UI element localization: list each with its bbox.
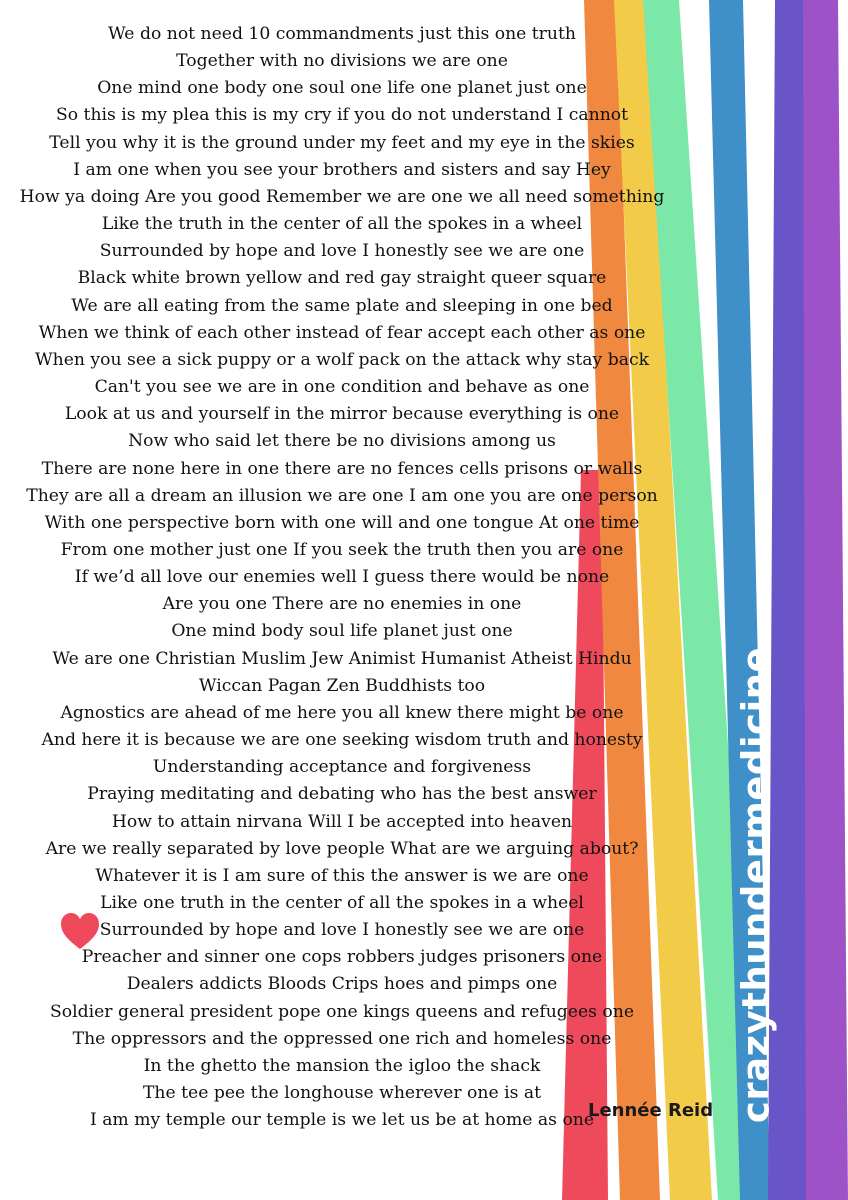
poem-line: Agnostics are ahead of me here you all knew there might be one xyxy=(60,702,624,723)
poem-line: One mind one body one soul one life one planet just one xyxy=(97,78,587,99)
poem-line: We are all eating from the same plate and sleeping in one bed xyxy=(71,295,613,316)
poem-line: How to attain nirvana Will I be accepted into heaven xyxy=(111,811,573,832)
poem-line: Can't you see we are in one condition and behave as one xyxy=(94,377,590,398)
poem-line: There are none here in one there are no fences cells prisons or walls xyxy=(41,458,643,479)
poem-line: So this is my plea this is my cry if you do not understand I cannot xyxy=(55,105,629,126)
poem-text xyxy=(0,21,684,1134)
poem-line: When you see a sick puppy or a wolf pack on the attack why stay back xyxy=(34,349,649,370)
poem-line: One mind body soul life planet just one xyxy=(171,621,513,642)
poem-line: From one mother just one If you seek the truth then you are one xyxy=(60,539,624,560)
poem-line: Are we really separated by love people What are we arguing about? xyxy=(45,838,639,859)
poem-line: Understanding acceptance and forgiveness xyxy=(152,757,532,778)
heart-shape xyxy=(61,913,99,949)
poem-line: In the ghetto the mansion the igloo the shack xyxy=(143,1055,541,1076)
heart-icon xyxy=(60,912,100,952)
poem-line: Whatever it is I am sure of this the answer is we are one xyxy=(95,865,589,886)
poem-line: Wiccan Pagan Zen Buddhists too xyxy=(198,675,486,696)
poem-line: Praying meditating and debating who has the best answer xyxy=(87,784,597,805)
poem-line: Soldier general president pope one kings queens and refugees one xyxy=(49,1001,635,1022)
watermark-brand: crazythundermedicine xyxy=(734,646,778,1124)
poem-line: Are you one There are no enemies in one xyxy=(162,594,522,615)
poem-line: Tell you why it is the ground under my feet and my eye in the skies xyxy=(49,132,635,153)
poem-line: If we’d all love our enemies well I guess there would be none xyxy=(74,567,610,588)
poem-line: I am my temple our temple is we let us be at home as one xyxy=(89,1110,595,1131)
poem-line: I am one when you see your brothers and sisters and say Hey xyxy=(73,159,611,180)
poem-line: They are all a dream an illusion we are one I am one you are one person xyxy=(26,485,658,506)
poem-line: Black white brown yellow and red gay straight queer square xyxy=(77,268,607,289)
poem-line: Like the truth in the center of all the spokes in a wheel xyxy=(101,214,583,235)
poem-line: The oppressors and the oppressed one rich and homeless one xyxy=(72,1028,612,1049)
poem-line: Together with no divisions we are one xyxy=(176,51,508,72)
stripe-purple xyxy=(803,0,848,1200)
poem-line: Now who said let there be no divisions among us xyxy=(128,431,556,452)
poem-line: Surrounded by hope and love I honestly see we are one xyxy=(99,920,585,941)
poem-line: We do not need 10 commandments just this one truth xyxy=(108,24,576,44)
poem-line: Surrounded by hope and love I honestly see we are one xyxy=(99,241,585,262)
poem-line: How ya doing Are you good Remember we are one we all need something xyxy=(19,186,665,207)
poem-line: Dealers addicts Bloods Crips hoes and pimps one xyxy=(126,974,558,995)
poem-line: And here it is because we are one seeking wisdom truth and honesty xyxy=(41,730,643,751)
poem-line: The tee pee the longhouse wherever one is at xyxy=(142,1083,542,1104)
poem-line: With one perspective born with one will and one tongue At one time xyxy=(44,512,640,533)
poem-line: Look at us and yourself in the mirror because everything is one xyxy=(64,404,620,425)
poem-line: Preacher and sinner one cops robbers judges prisoners one xyxy=(81,947,603,968)
poem-line: We are one Christian Muslim Jew Animist Humanist Atheist Hindu xyxy=(52,648,632,669)
poem-line: Like one truth in the center of all the spokes in a wheel xyxy=(100,893,584,913)
author-name: Lennée Reid xyxy=(588,1100,714,1121)
poem-line: When we think of each other instead of fear accept each other as one xyxy=(38,322,646,343)
